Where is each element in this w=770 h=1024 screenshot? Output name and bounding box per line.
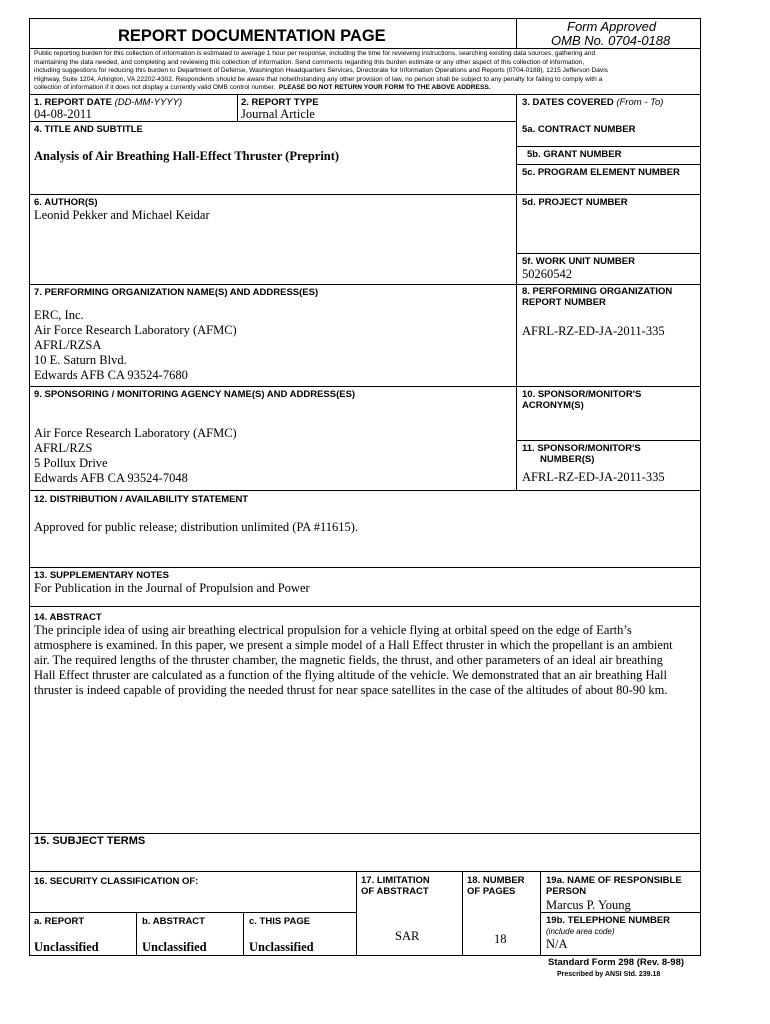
report-type-label: 2. REPORT TYPE [241, 97, 319, 108]
report-classification-label: a. REPORT [34, 916, 85, 927]
dates-covered-label: 3. DATES COVERED (From - To) [522, 97, 664, 108]
number-of-pages-label: 18. NUMBER OF PAGES [467, 875, 525, 897]
telephone-label: 19b. TELEPHONE NUMBER [546, 915, 671, 926]
abstract-classification-label: b. ABSTRACT [142, 916, 205, 927]
performing-report-field[interactable]: AFRL-RZ-ED-JA-2011-335 [522, 324, 665, 338]
prescribed-label: Prescribed by ANSI Std. 239.18 [557, 971, 661, 978]
distribution-field[interactable]: Approved for public release; distribution unlimited (PA #11615). [34, 520, 359, 534]
abstract-classification-field[interactable]: Unclassified [142, 940, 207, 954]
performing-org-field[interactable]: ERC, Inc. Air Force Research Laboratory (AFMC) AFRL/RZSA 10 E. Saturn Blvd. Edwards AFB CA 93524-7680 [34, 308, 237, 382]
work-unit-label: 5f. WORK UNIT NUMBER [522, 256, 635, 267]
title-field[interactable]: Analysis of Air Breathing Hall-Effect Thruster (Preprint) [34, 149, 340, 163]
sponsoring-agency-label: 9. SPONSORING / MONITORING AGENCY NAME(S) AND ADDRESS(ES) [34, 389, 356, 400]
abstract-label: 14. ABSTRACT [34, 612, 102, 623]
form-approved-label: Form Approved [567, 19, 657, 34]
sponsor-acronym-label: 10. SPONSOR/MONITOR'S ACRONYM(S) [522, 389, 642, 411]
sponsor-report-label: 11. SPONSOR/MONITOR'S NUMBER(S) [522, 443, 641, 465]
page-classification-field[interactable]: Unclassified [249, 940, 314, 954]
performing-org-label: 7. PERFORMING ORGANIZATION NAME(S) AND ADDRESS(ES) [34, 287, 319, 298]
grant-number-label: 5b. GRANT NUMBER [527, 149, 622, 160]
telephone-field[interactable]: N/A [546, 937, 568, 951]
report-date-label: 1. REPORT DATE (DD-MM-YYYY) [34, 97, 183, 108]
supplementary-notes-label: 13. SUPPLEMENTARY NOTES [34, 570, 169, 581]
authors-field[interactable]: Leonid Pekker and Michael Keidar [34, 208, 210, 222]
sponsor-report-field[interactable]: AFRL-RZ-ED-JA-2011-335 [522, 470, 665, 484]
responsible-person-field[interactable]: Marcus P. Young [546, 898, 631, 912]
security-classification-label: 16. SECURITY CLASSIFICATION OF: [34, 876, 199, 887]
limitation-label: 17. LIMITATION OF ABSTRACT [361, 875, 430, 897]
supplementary-notes-field[interactable]: For Publication in the Journal of Propulsion and Power [34, 581, 310, 595]
burden-statement: Public reporting burden for this collection of information is estimated to average 1 hour per response, including the time for reviewing instructions, searching existing data sources, gathering and maintaining the data needed, and completing and reviewing this collection of information. Send comments regarding this burden estimate or any other aspect of this collection of information, including suggestions for reducing this burden to Department of Defense, Washington Headquarters Services, Directorate for Information Operations and Reports (0704-0188), 1215 Jefferson Davis Highway, Suite 1204, Arlington, VA 22202-4302. Respondents should be aware that notwithstanding any other provision of law, no person shall be subject to any penalty for failing to comply with a collection of information if it does not display a currently valid OMB control number. PLEASE DO NOT RETURN YOUR FORM TO THE ABOVE ADDRESS. [34, 50, 608, 92]
performing-report-label: 8. PERFORMING ORGANIZATION REPORT NUMBER [522, 286, 673, 308]
standard-form-label: Standard Form 298 (Rev. 8-98) [548, 957, 685, 968]
telephone-hint: (include area code) [546, 927, 615, 936]
project-number-label: 5d. PROJECT NUMBER [522, 197, 628, 208]
program-element-label: 5c. PROGRAM ELEMENT NUMBER [522, 167, 680, 178]
sponsoring-agency-field[interactable]: Air Force Research Laboratory (AFMC) AFRL/RZS 5 Pollux Drive Edwards AFB CA 93524-7048 [34, 426, 237, 485]
limitation-field[interactable]: SAR [395, 929, 420, 943]
title-subtitle-label: 4. TITLE AND SUBTITLE [34, 124, 143, 135]
report-classification-field[interactable]: Unclassified [34, 940, 99, 954]
responsible-person-label: 19a. NAME OF RESPONSIBLE PERSON [546, 875, 682, 897]
omb-number: OMB No. 0704-0188 [551, 33, 671, 48]
authors-label: 6. AUTHOR(S) [34, 197, 98, 208]
do-not-return-notice: PLEASE DO NOT RETURN YOUR FORM TO THE ABOVE ADDRESS. [278, 84, 491, 92]
work-unit-field[interactable]: 50260542 [522, 267, 572, 281]
contract-number-label: 5a. CONTRACT NUMBER [522, 124, 636, 135]
abstract-field[interactable]: The principle idea of using air breathing electrical propulsion for a vehicle flying at orbital speed on the edge of Earth’s atmosphere is examined. In this paper, we present a simple model of a Hall Effect thruster in which the propellant is an ambient air. The required lengths of the thruster chamber, the magnetic fields, the thrust, and other parameters of an ideal air breathing Hall Effect thruster are calculated as a function of the flying altitude of the vehicle. We demonstrated that an air breathing Hall thruster is indeed capable of providing the needed thrust for near space satellites in the case of the altitudes of about 80-90 km. [34, 623, 673, 697]
number-of-pages-field[interactable]: 18 [494, 932, 507, 946]
subject-terms-label: 15. SUBJECT TERMS [34, 835, 146, 847]
distribution-label: 12. DISTRIBUTION / AVAILABILITY STATEMENT [34, 494, 249, 505]
page-title: REPORT DOCUMENTATION PAGE [118, 27, 386, 45]
page-classification-label: c. THIS PAGE [249, 916, 311, 927]
report-date-field[interactable]: 04-08-2011 [34, 107, 92, 121]
report-type-field[interactable]: Journal Article [241, 107, 315, 121]
